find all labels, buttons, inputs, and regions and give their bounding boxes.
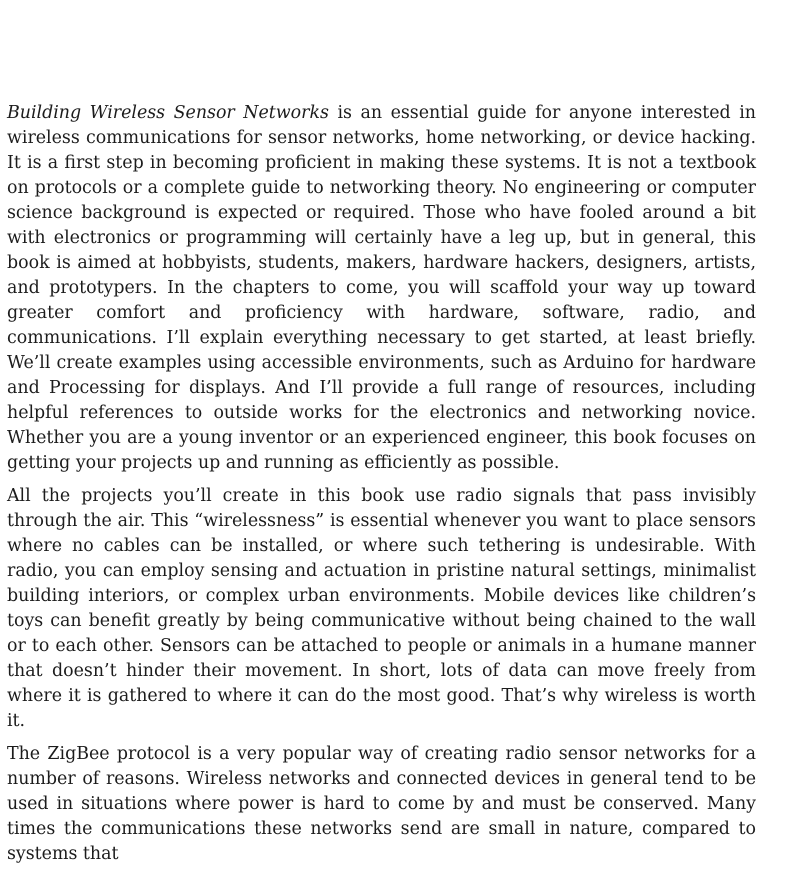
paragraph-zigbee	[7, 742, 756, 867]
body-text	[7, 101, 756, 875]
paragraph-intro	[7, 101, 756, 476]
book-title: Building Wireless Sensor Networks	[7, 103, 329, 123]
paragraph-text: The ZigBee protocol is a very popular way of creating radio sensor networks for a number of reasons. Wireless networks and connected devices in general tend to be used in situations where power is hard to come by and must be conserved. Many times the communications these networks send are small in nature, compared to systems that	[7, 744, 756, 864]
paragraph-text: All the projects you’ll create in this book use radio signals that pass invisibly through the air. This “wirelessness” is essential whenever you want to place sensors where no cables can be installed, or where such tethering is undesirable. With radio, you can employ sensing and actuation in pristine natural settings, minimalist building interiors, or complex urban environments. Mobile devices like children’s toys can benefit greatly by being communicative without being chained to the wall or to each other. Sensors can be attached to people or animals in a humane manner that doesn’t hinder their movement. In short, lots of data can move freely from where it is gathered to where it can do the most good. That’s why wireless is worth it.	[7, 486, 756, 731]
paragraph-text: is an essential guide for anyone interested in wireless communications for sensor networks, home networking, or device hacking. It is a first step in becoming proficient in making these systems. It is not a textbook on protocols or a complete guide to networking theory. No engineering or computer science background is expected or required. Those who have fooled around a bit with electronics or programming will certainly have a leg up, but in general, this book is aimed at hobbyists, students, makers, hardware hackers, designers, artists, and prototypers. In the chapters to come, you will scaffold your way up toward greater comfort and proficiency with hardware, software, radio, and communications. I’ll explain everything necessary to get started, at least briefly. We’ll create examples using accessible environments, such as Arduino for hardware and Processing for displays. And I’ll provide a full range of resources, including helpful references to outside works for the electronics and networking novice. Whether you are a young inventor or an experienced engineer, this book focuses on getting your projects up and running as efficiently as possible.	[7, 103, 756, 473]
paragraph-wireless	[7, 484, 756, 734]
